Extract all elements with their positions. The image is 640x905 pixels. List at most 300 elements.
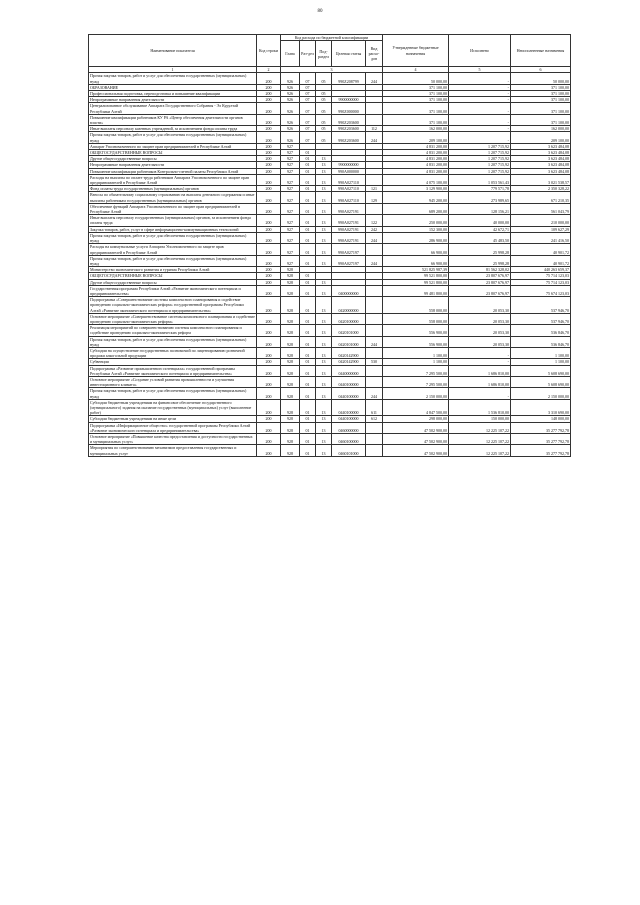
row-subsection: 13: [316, 226, 332, 232]
row-line-code: 200: [257, 388, 281, 399]
row-approved: 556 900,00: [383, 325, 449, 336]
row-unexecuted: 440 263 659,37: [511, 267, 571, 273]
row-name: Министерство экономического развития и туризма Республики Алтай: [89, 267, 257, 273]
header-indicator-name: Наименование показателя: [89, 35, 257, 67]
row-name: Подпрограмма «Информационное общество» государственной программы Республики Алтай «Развитие экономического потенциала и предпринимательства»: [89, 422, 257, 433]
row-chapter: 927: [281, 203, 300, 214]
row-chapter: 927: [281, 174, 300, 185]
row-name: Повышение квалификации работников КУ РА «Центр обеспечения деятельности органов власти»: [89, 114, 257, 125]
row-target-item: 0440100000: [332, 399, 366, 416]
row-approved: 4 075 100,00: [383, 174, 449, 185]
row-subsection: 13: [316, 347, 332, 358]
row-chapter: 928: [281, 445, 300, 456]
row-unexecuted: 3 623 484,08: [511, 150, 571, 156]
row-name: Другие общегосударственные вопросы: [89, 156, 257, 162]
row-line-code: 200: [257, 168, 281, 174]
row-subsection: 13: [316, 359, 332, 365]
row-line-code: 200: [257, 365, 281, 376]
row-section: 01: [300, 359, 316, 365]
row-subsection: 13: [316, 445, 332, 456]
row-section: 07: [300, 126, 316, 132]
row-executed: -: [449, 388, 511, 399]
row-unexecuted: 50 000,00: [511, 73, 571, 84]
row-line-code: 200: [257, 192, 281, 203]
row-unexecuted: 371 100,00: [511, 103, 571, 114]
row-chapter: 928: [281, 399, 300, 416]
row-expense-type: 530: [366, 359, 383, 365]
row-chapter: 928: [281, 273, 300, 279]
row-name: Реализация мероприятий по совершенствованию системы комплексного планирования и содействие проведению социально-экономических реформ: [89, 325, 257, 336]
row-unexecuted: 537 946,70: [511, 313, 571, 324]
table-body: [89, 73, 571, 456]
column-number: 1: [89, 67, 257, 73]
row-executed: -: [449, 347, 511, 358]
row-expense-type: 121: [366, 186, 383, 192]
row-name: Мероприятия по совершенствованию механизмов предоставления государственных и муниципальных услуг: [89, 445, 257, 456]
row-name: Профессиональная подготовка, переподготовка и повышение квалификации: [89, 91, 257, 97]
table-row: [89, 103, 571, 114]
row-executed: 128 156,21: [449, 203, 511, 214]
row-subsection: 13: [316, 255, 332, 266]
row-approved: 1 100,00: [383, 359, 449, 365]
row-name: ОБРАЗОВАНИЕ: [89, 84, 257, 90]
row-approved: 99 521 800,00: [383, 279, 449, 285]
row-target-item: 0440100000: [332, 416, 366, 422]
row-approved: 689 200,00: [383, 203, 449, 214]
row-unexecuted: 2 150 000,00: [511, 388, 571, 399]
row-expense-type: [366, 103, 383, 114]
row-chapter: 928: [281, 297, 300, 314]
header-expense-type: Вид расхо-дов: [366, 41, 383, 67]
row-executed: 1 207 715,92: [449, 162, 511, 168]
row-chapter: 927: [281, 186, 300, 192]
row-approved: 4 831 200,00: [383, 156, 449, 162]
row-chapter: 928: [281, 279, 300, 285]
row-subsection: 13: [316, 388, 332, 399]
row-line-code: 200: [257, 215, 281, 226]
row-chapter: 928: [281, 325, 300, 336]
row-executed: -: [449, 114, 511, 125]
row-section: 01: [300, 168, 316, 174]
row-unexecuted: 35 277 792,78: [511, 445, 571, 456]
table-row: [89, 399, 571, 416]
row-unexecuted: 3 623 484,08: [511, 168, 571, 174]
row-chapter: 928: [281, 365, 300, 376]
row-name: Обеспечение функций Аппарата Уполномоченного по защите прав предпринимателей в Республике Алтай: [89, 203, 257, 214]
row-section: 01: [300, 313, 316, 324]
row-section: 01: [300, 150, 316, 156]
row-unexecuted: 5 608 690,00: [511, 376, 571, 387]
row-line-code: 200: [257, 103, 281, 114]
row-subsection: 13: [316, 297, 332, 314]
row-subsection: 13: [316, 215, 332, 226]
row-name: Закупка товаров, работ, услуг в сфере информационно-коммуникационных технологий: [89, 226, 257, 232]
row-line-code: 200: [257, 174, 281, 185]
row-approved: 371 100,00: [383, 103, 449, 114]
row-section: 01: [300, 186, 316, 192]
row-expense-type: [366, 376, 383, 387]
row-line-code: 200: [257, 203, 281, 214]
row-expense-type: [366, 285, 383, 296]
row-line-code: 200: [257, 416, 281, 422]
table-row: [89, 388, 571, 399]
row-subsection: 13: [316, 174, 332, 185]
row-expense-type: 244: [366, 232, 383, 243]
row-approved: 152 300,00: [383, 226, 449, 232]
row-approved: 371 100,00: [383, 97, 449, 103]
row-subsection: 13: [316, 365, 332, 376]
row-name: Централизованное обслуживание Аппарата Государственного Собрания - Эл Курултай Республики Алтай: [89, 103, 257, 114]
row-section: 01: [300, 273, 316, 279]
row-section: 01: [300, 445, 316, 456]
row-subsection: 13: [316, 162, 332, 168]
row-chapter: 926: [281, 114, 300, 125]
row-section: 01: [300, 156, 316, 162]
row-line-code: 200: [257, 255, 281, 266]
column-number: 3: [281, 67, 383, 73]
row-section: 01: [300, 279, 316, 285]
row-chapter: 927: [281, 215, 300, 226]
row-section: 07: [300, 132, 316, 143]
row-line-code: 200: [257, 97, 281, 103]
row-unexecuted: 3 623 484,08: [511, 156, 571, 162]
row-unexecuted: 3 310 690,00: [511, 399, 571, 416]
row-approved: 7 295 500,00: [383, 376, 449, 387]
row-line-code: 200: [257, 162, 281, 168]
row-line-code: 200: [257, 376, 281, 387]
header-target-item: Целевая статья: [332, 41, 366, 67]
row-target-item: 990А027191: [332, 226, 366, 232]
row-expense-type: [366, 445, 383, 456]
row-subsection: 13: [316, 156, 332, 162]
row-line-code: 200: [257, 126, 281, 132]
row-section: 01: [300, 347, 316, 358]
row-subsection: 13: [316, 244, 332, 255]
row-subsection: 13: [316, 376, 332, 387]
row-unexecuted: 371 100,00: [511, 97, 571, 103]
row-target-item: 990А027197: [332, 255, 366, 266]
row-target-item: 990А000000: [332, 168, 366, 174]
row-subsection: 13: [316, 285, 332, 296]
row-section: 01: [300, 325, 316, 336]
table-row: [89, 376, 571, 387]
row-approved: 558 000,00: [383, 313, 449, 324]
row-unexecuted: 75 714 123,03: [511, 273, 571, 279]
row-chapter: 928: [281, 267, 300, 273]
row-name: Прочая закупка товаров, работ и услуг для обеспечения государственных (муниципальных) нужд: [89, 388, 257, 399]
row-unexecuted: 371 100,00: [511, 91, 571, 97]
row-name: Субсидии бюджетным учреждениям на финансовое обеспечение государственного (муниципального) задания на оказание государственных (муниципальных) услуг (выполнение работ): [89, 399, 257, 416]
row-expense-type: 129: [366, 192, 383, 203]
table-row: [89, 244, 571, 255]
header-chapter: Глава: [281, 41, 300, 67]
row-section: 01: [300, 365, 316, 376]
row-executed: 1 207 715,92: [449, 150, 511, 156]
row-executed: 45 483,50: [449, 232, 511, 243]
row-executed: 1 536 810,00: [449, 399, 511, 416]
row-section: 01: [300, 336, 316, 347]
row-target-item: 990А027191: [332, 232, 366, 243]
row-approved: 4 831 200,00: [383, 162, 449, 168]
row-line-code: 200: [257, 232, 281, 243]
row-unexecuted: 75 714 123,03: [511, 279, 571, 285]
row-name: Субвенции: [89, 359, 257, 365]
budget-execution-table: [88, 34, 571, 457]
table-row: [89, 192, 571, 203]
row-expense-type: [366, 297, 383, 314]
row-executed: 23 807 676,97: [449, 279, 511, 285]
row-executed: 20 053,30: [449, 325, 511, 336]
row-approved: 371 100,00: [383, 84, 449, 90]
row-executed: 23 807 676,97: [449, 285, 511, 296]
row-approved: 47 502 900,00: [383, 434, 449, 445]
column-number: 5: [449, 67, 511, 73]
row-name: ОБЩЕГОСУДАРСТВЕННЫЕ ВОПРОСЫ: [89, 273, 257, 279]
row-approved: 250 000,00: [383, 215, 449, 226]
table-row: [89, 434, 571, 445]
row-approved: 66 900,00: [383, 244, 449, 255]
row-target-item: 0440000000: [332, 365, 366, 376]
row-approved: 209 100,00: [383, 132, 449, 143]
row-subsection: 13: [316, 434, 332, 445]
row-chapter: 928: [281, 434, 300, 445]
row-line-code: 200: [257, 143, 281, 149]
row-unexecuted: 371 100,00: [511, 84, 571, 90]
row-expense-type: 242: [366, 226, 383, 232]
row-target-item: 0400000000: [332, 285, 366, 296]
row-subsection: 13: [316, 279, 332, 285]
row-unexecuted: 537 946,70: [511, 297, 571, 314]
row-approved: 286 900,00: [383, 232, 449, 243]
row-executed: 1 207 715,92: [449, 168, 511, 174]
row-chapter: 928: [281, 359, 300, 365]
row-unexecuted: 148 000,00: [511, 416, 571, 422]
row-name: Расходы на коммунальные услуги Аппарата Уполномоченного по защите прав предпринимателей в Республике Алтай: [89, 244, 257, 255]
row-approved: 99 521 800,00: [383, 273, 449, 279]
header-line-code: Код строки: [257, 35, 281, 67]
row-target-item: 990Z203600: [332, 132, 366, 143]
row-chapter: 927: [281, 150, 300, 156]
row-subsection: 05: [316, 73, 332, 84]
row-name: Фонд оплаты труда государственных (муниципальных) органов: [89, 186, 257, 192]
row-approved: 298 000,00: [383, 416, 449, 422]
row-line-code: 200: [257, 267, 281, 273]
row-unexecuted: 40 901,72: [511, 244, 571, 255]
row-section: 01: [300, 174, 316, 185]
row-name: Основное мероприятие «Совершенствование системы комплексного планирования и содействие проведению социально-экономических реформ»: [90, 313, 255, 324]
row-unexecuted: 35 277 792,78: [511, 422, 571, 433]
row-chapter: 926: [281, 103, 300, 114]
row-line-code: 200: [257, 226, 281, 232]
row-section: 01: [300, 434, 316, 445]
row-section: 01: [300, 162, 316, 168]
table-row: [89, 365, 571, 376]
table-row: [89, 313, 571, 324]
row-approved: 558 000,00: [383, 297, 449, 314]
row-target-item: 0460101000: [332, 445, 366, 456]
row-target-item: 0420142900: [332, 347, 366, 358]
row-name: Аппарат Уполномоченного по защите прав предпринимателей в Республике Алтай: [89, 143, 257, 149]
row-line-code: 200: [257, 359, 281, 365]
row-target-item: 0420101000: [332, 325, 366, 336]
row-name: Повышение квалификации работников Контрольно-счетной палаты Республики Алтай: [89, 168, 257, 174]
table-row: [89, 174, 571, 185]
row-unexecuted: 3 021 538,57: [511, 174, 571, 185]
row-approved: 50 000,00: [383, 73, 449, 84]
table-header: [89, 35, 571, 73]
row-executed: 25 998,28: [449, 244, 511, 255]
row-unexecuted: 3 623 484,08: [511, 162, 571, 168]
row-line-code: 200: [257, 347, 281, 358]
row-name: Основное мероприятие «Повышение качества предоставления и доступности государственных и муниципальных услуг»: [89, 434, 257, 445]
row-unexecuted: 2 350 328,22: [511, 186, 571, 192]
row-chapter: 927: [281, 162, 300, 168]
row-chapter: 927: [281, 192, 300, 203]
row-section: 01: [300, 192, 316, 203]
row-subsection: 05: [316, 91, 332, 97]
row-executed: 42 672,71: [449, 226, 511, 232]
row-section: 01: [300, 226, 316, 232]
row-chapter: 928: [281, 285, 300, 296]
header-subsection: Под-раздел: [316, 41, 332, 67]
row-approved: 3 129 900,00: [383, 186, 449, 192]
row-executed: 150 000,00: [449, 416, 511, 422]
column-number: 6: [511, 67, 571, 73]
row-subsection: 13: [316, 232, 332, 243]
row-name: Расходы на выплаты по оплате труда работников Аппарата Уполномоченного по защите прав предпринимателей в Республике Алтай: [89, 174, 257, 185]
row-unexecuted: 241 416,50: [511, 232, 571, 243]
row-section: 01: [300, 399, 316, 416]
row-target-item: 990Z208799: [332, 73, 366, 84]
row-unexecuted: 536 846,70: [511, 325, 571, 336]
row-chapter: 928: [281, 388, 300, 399]
row-executed: 20 053,30: [449, 313, 511, 324]
row-expense-type: 244: [366, 255, 383, 266]
row-unexecuted: 561 043,79: [511, 203, 571, 214]
row-executed: 273 989,65: [449, 192, 511, 203]
row-approved: 47 502 900,00: [383, 422, 449, 433]
row-line-code: 200: [257, 279, 281, 285]
row-subsection: 05: [316, 132, 332, 143]
row-unexecuted: 3 623 484,08: [511, 143, 571, 149]
table-row: [89, 336, 571, 347]
row-target-item: 0460100000: [332, 434, 366, 445]
row-unexecuted: 5 608 690,00: [511, 365, 571, 376]
table-row: [89, 297, 571, 314]
row-subsection: 13: [316, 313, 332, 324]
column-number: 4: [383, 67, 449, 73]
row-executed: 12 225 107,22: [449, 434, 511, 445]
row-approved: 556 900,00: [383, 336, 449, 347]
row-target-item: 990А027110: [332, 192, 366, 203]
row-name: Непрограммные направления деятельности: [89, 97, 257, 103]
row-approved: 4 831 200,00: [383, 150, 449, 156]
table-row: [89, 325, 571, 336]
row-target-item: 990А027110: [332, 186, 366, 192]
table-row: [89, 232, 571, 243]
row-line-code: 200: [257, 336, 281, 347]
table-row: [89, 73, 571, 84]
row-unexecuted: 671 210,35: [511, 192, 571, 203]
row-expense-type: [366, 244, 383, 255]
row-line-code: 200: [257, 399, 281, 416]
row-executed: 23 807 676,97: [449, 273, 511, 279]
row-name: Иные выплаты персоналу казенных учреждений, за исключением фонда оплаты труда: [89, 126, 257, 132]
row-target-item: 0420100000: [332, 313, 366, 324]
row-expense-type: 122: [366, 215, 383, 226]
row-approved: 162 000,00: [383, 126, 449, 132]
row-approved: 521 825 987,39: [383, 267, 449, 273]
row-executed: 40 000,00: [449, 215, 511, 226]
row-executed: 25 998,28: [449, 255, 511, 266]
row-section: 01: [300, 203, 316, 214]
row-executed: 81 562 328,02: [449, 267, 511, 273]
row-section: 01: [300, 422, 316, 433]
table-row: [89, 347, 571, 358]
row-target-item: 990А027191: [332, 215, 366, 226]
table-row: [89, 285, 571, 296]
row-unexecuted: 1 100,00: [511, 359, 571, 365]
row-line-code: 200: [257, 297, 281, 314]
row-line-code: 200: [257, 434, 281, 445]
row-subsection: 13: [316, 325, 332, 336]
row-name: Подпрограмма «Совершенствование системы комплексного планирования и содействие проведению социально-экономических реформ» государственной программы Республики Алтай «Развитие экономического потенциала и предпринимательства»: [89, 297, 257, 314]
row-expense-type: 244: [366, 388, 383, 399]
header-section: Раз-дел: [300, 41, 316, 67]
table-row: [89, 422, 571, 433]
row-target-item: 990А027197: [332, 244, 366, 255]
row-chapter: 926: [281, 73, 300, 84]
row-target-item: 0440100000: [332, 376, 366, 387]
row-name: ОБЩЕГОСУДАРСТВЕННЫЕ ВОПРОСЫ: [89, 150, 257, 156]
row-line-code: 200: [257, 186, 281, 192]
row-chapter: 927: [281, 244, 300, 255]
row-executed: -: [449, 132, 511, 143]
row-line-code: 200: [257, 422, 281, 433]
row-name: Основное мероприятие «Создание условий развития промышленности и улучшения инвестиционного климата»: [89, 376, 257, 387]
row-section: 01: [300, 416, 316, 422]
row-unexecuted: 35 277 792,78: [511, 434, 571, 445]
table-row: [89, 114, 571, 125]
row-unexecuted: 209 100,00: [511, 132, 571, 143]
row-chapter: 926: [281, 91, 300, 97]
row-expense-type: 612: [366, 416, 383, 422]
row-chapter: 928: [281, 416, 300, 422]
row-expense-type: [366, 203, 383, 214]
row-approved: 4 831 200,00: [383, 143, 449, 149]
header-budget-code: Код расхода по бюджетной классификации: [281, 35, 383, 41]
row-approved: 371 100,00: [383, 91, 449, 97]
row-section: 01: [300, 376, 316, 387]
row-executed: -: [449, 84, 511, 90]
row-executed: 1 207 715,92: [449, 143, 511, 149]
row-name: Взносы по обязательному социальному страхованию на выплаты денежного содержания и иные выплаты работникам государственных (муниципальных) органов: [89, 192, 257, 203]
row-unexecuted: 109 627,29: [511, 226, 571, 232]
row-name: Прочая закупка товаров, работ и услуг для обеспечения государственных (муниципальных) нужд: [89, 255, 257, 266]
row-chapter: 926: [281, 126, 300, 132]
column-number: 2: [257, 67, 281, 73]
row-expense-type: [366, 422, 383, 433]
row-expense-type: 244: [366, 132, 383, 143]
row-unexecuted: 536 846,70: [511, 336, 571, 347]
row-executed: 779 571,78: [449, 186, 511, 192]
table-row: [89, 255, 571, 266]
row-line-code: 200: [257, 273, 281, 279]
row-subsection: 05: [316, 103, 332, 114]
row-expense-type: [366, 434, 383, 445]
row-section: 07: [300, 91, 316, 97]
row-approved: 4 847 500,00: [383, 399, 449, 416]
